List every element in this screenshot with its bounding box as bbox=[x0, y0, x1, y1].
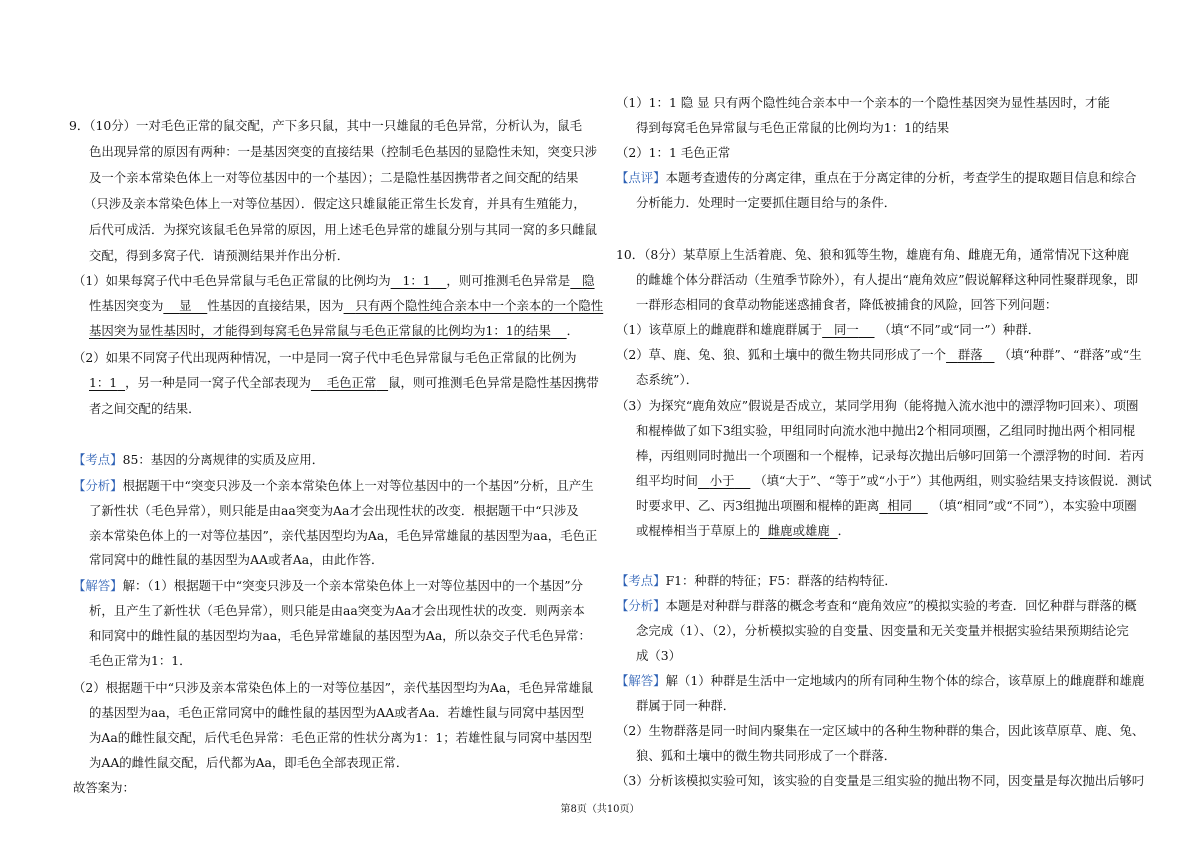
jieda-9-line: 为AA的雌性鼠交配，后代都为Aa，即毛色全部表现正常． bbox=[89, 755, 409, 770]
q10-answer-less bbox=[698, 473, 750, 488]
jieda-10-line: 群属于同一种群． bbox=[636, 698, 736, 713]
q10-part3-text: 组平均时间 bbox=[636, 473, 698, 488]
fenxi-text: 根据题干中“突变只涉及一个亲本常染色体上一对等位基因中的一个基因”分析，且产生 bbox=[122, 478, 594, 493]
q9-answer-ratio2-value: 1：1 bbox=[89, 375, 118, 390]
dianping-line bbox=[616, 170, 1136, 186]
q9-stem-line: 交配，得到多窝子代．请预测结果并作出分析． bbox=[89, 248, 350, 263]
q9-answer-normal bbox=[311, 375, 388, 390]
jieda-10-line: 狼、狐和土壤中的微生物共同形成了一个群落． bbox=[636, 748, 897, 763]
jieda-9-line: 为Aa的雌性鼠交配，后代毛色异常：毛色正常的性状分离为1：1；若雄性鼠与同窝中基因型 bbox=[89, 730, 592, 745]
jieda-9-line: （2）根据题干中“只涉及亲本常染色体上的一对等位基因”，亲代基因型均为Aa，毛色异常雄鼠 bbox=[73, 680, 594, 695]
q9-part2-line2 bbox=[89, 375, 599, 391]
dianping-text: 本题考查遗传的分离定律，重点在于分离定律的分析，考查学生的提取题目信息和综合 bbox=[665, 170, 1137, 185]
q9-stem-line: 色出现异常的原因有两种：一是基因突变的直接结果（控制毛色基因的显隐性未知，突变只涉 bbox=[89, 144, 598, 159]
ans9-line: 得到每窝毛色异常鼠与毛色正常鼠的比例均为1：1的结果 bbox=[636, 120, 950, 135]
q9-part1-text: 性基因突变为 bbox=[89, 298, 164, 313]
kaodian-tag: 【考点】 bbox=[616, 573, 666, 588]
fenxi-9-line: 了新性状（毛色异常），则只能是由aa突变为Aa才会出现性状的改变．根据题干中“只涉及 bbox=[89, 503, 579, 518]
q10-part1-text: （填“不同”或“同一”）种群． bbox=[878, 322, 1041, 337]
fenxi-10-line bbox=[616, 598, 1137, 614]
q9-answer-reason bbox=[344, 298, 604, 313]
q10-answer-samedist bbox=[879, 498, 927, 513]
fenxi-10-line: 念完成（1）、（2），分析模拟实验的自变量、因变量和无关变量并根据实验结果预期结论完 bbox=[636, 623, 1129, 638]
q9-part1-text: ． bbox=[566, 323, 579, 338]
jieda-9-line: 和同窝中的雌性鼠的基因型均为aa，毛色异常雄鼠的基因型为Aa，所以杂交子代毛色异常： bbox=[89, 628, 591, 643]
q9-answer-ratio bbox=[391, 273, 447, 288]
kaodian-text: F1：种群的特征；F5：群落的结构特征． bbox=[665, 573, 897, 588]
q10-answer-community bbox=[946, 347, 994, 362]
q9-part1-text: （1）如果每窝子代中毛色异常鼠与毛色正常鼠的比例均为 bbox=[73, 273, 391, 288]
q9-part1-line3 bbox=[89, 323, 579, 339]
dianping-tag: 【点评】 bbox=[616, 170, 666, 185]
jieda-10-line bbox=[616, 673, 1144, 689]
q9-stem-line: （只涉及亲本常染色体上一对等位基因）．假定这只雄鼠能正常生长发育，并具有生殖能力， bbox=[84, 196, 586, 211]
q10-stem-line: 的雌雄个体分群活动（生殖季节除外），有人提出“鹿角效应”假说解释这种同性聚群现象，即 bbox=[636, 272, 1139, 287]
q9-answer-recessive bbox=[570, 273, 594, 288]
q9-answer-dominant-value: 显 bbox=[179, 298, 192, 313]
q9-answer-ratio-value: 1：1 bbox=[402, 273, 431, 288]
q9-stem-line: 9．（10分）一对毛色正常的鼠交配，产下多只鼠，其中一只雄鼠的毛色异常，分析认为，鼠毛 bbox=[69, 118, 583, 133]
q10-part3-line: 和棍棒做了如下3组实验，甲组同时向流水池中抛出2个相同项圈，乙组同时抛出两个相同棍 bbox=[636, 423, 1136, 438]
q10-part3-line: 棒，丙组则同时抛出一个项圈和一个棍棒，记录每次抛出后够叼回第一个漂浮物的时间．若丙 bbox=[636, 448, 1145, 463]
q10-answer-samedist-value: 相同 bbox=[887, 498, 912, 513]
jieda-tag: 【解答】 bbox=[616, 673, 666, 688]
jieda-text: 解：（1）根据题干中“突变只涉及一个亲本常染色体上一对等位基因中的一个基因”分 bbox=[122, 578, 583, 593]
jieda-10-line: （3）分析该模拟实验可知，该实验的自变量是三组实验的抛出物不同，因变量是每次抛出后够叼 bbox=[616, 773, 1145, 788]
jieda-text: 解（1）种群是生活中一定地域内的所有同种生物个体的综合，该草原上的雌鹿群和雄鹿 bbox=[665, 673, 1145, 688]
jieda-tag: 【解答】 bbox=[73, 578, 123, 593]
q9-answer-reason-cont bbox=[89, 323, 567, 338]
fenxi-10-line: 成（3） bbox=[636, 648, 682, 663]
q9-stem-line: 后代可成活．为探究该鼠毛色异常的原因，用上述毛色异常的雄鼠分别与其同一窝的多只雌鼠 bbox=[89, 222, 598, 237]
q10-part3-line4 bbox=[636, 473, 1152, 489]
q9-part2-text: ，另一种是同一窝子代全部表现为 bbox=[125, 375, 311, 390]
fenxi-text: 本题是对种群与群落的概念考查和“鹿角效应”的模拟实验的考查．回忆种群与群落的概 bbox=[665, 598, 1137, 613]
kaodian-text: 85：基因的分离规律的实质及应用． bbox=[122, 452, 325, 467]
q10-part3-text: 时要求甲、乙、丙3组抛出项圈和棍棒的距离 bbox=[636, 498, 880, 513]
fenxi-tag: 【分析】 bbox=[616, 598, 666, 613]
q9-stem-line: 及一个亲本常染色体上一对等位基因中的一个基因）；二是隐性基因携带者之间交配的结果 bbox=[89, 170, 579, 185]
q10-answer-deer-value: 雌鹿或雄鹿 bbox=[767, 523, 830, 538]
kaodian-10 bbox=[616, 573, 897, 589]
q9-part1-line1 bbox=[73, 273, 595, 289]
q9-part1-line2 bbox=[89, 298, 603, 314]
fenxi-9-line bbox=[73, 478, 594, 494]
jieda-10-line: （2）生物群落是同一时间内聚集在一定区域中的各种生物种群的集合，因此该草原草、鹿、兔、 bbox=[616, 723, 1145, 738]
jieda-9-line: 的基因型为aa，毛色正常同窝中的雌性鼠的基因型为AA或者Aa．若雄性鼠与同窝中基因型 bbox=[89, 705, 585, 720]
q10-part3-line6 bbox=[636, 523, 850, 539]
q10-part3-line5 bbox=[636, 498, 1137, 514]
q10-answer-same bbox=[822, 322, 874, 337]
q9-part2-line3: 者之间交配的结果． bbox=[89, 401, 201, 416]
q10-part2-text: （填“种群”、“群落”或“生 bbox=[998, 347, 1142, 362]
q10-part3-text: （填“大于”、“等于”或“小于”）其他两组，则实验结果支持该假说．测试 bbox=[754, 473, 1152, 488]
kaodian-tag: 【考点】 bbox=[73, 452, 123, 467]
q10-answer-deer bbox=[760, 523, 838, 538]
q10-part3-line: （3）为探究“鹿角效应”假说是否成立，某同学用狗（能将抛入流水池中的漂浮物叼回来）、项圈 bbox=[616, 398, 1139, 413]
fenxi-9-line: 常同窝中的雌性鼠的基因型为AA或者Aa，由此作答． bbox=[89, 552, 384, 567]
q10-stem-line: 10．（8分）某草原上生活着鹿、兔、狼和狐等生物，雄鹿有角、雌鹿无角，通常情况下这种鹿 bbox=[616, 247, 1130, 262]
q10-part1 bbox=[616, 322, 1040, 338]
page-footer: 第8页（共10页） bbox=[560, 804, 640, 815]
kaodian-9 bbox=[73, 452, 324, 468]
q10-part3-text: 或棍棒相当于草原上的 bbox=[636, 523, 760, 538]
jieda-9-line bbox=[73, 578, 583, 594]
q10-part2 bbox=[616, 347, 1142, 363]
q10-part3-text: ． bbox=[837, 523, 851, 538]
ans9-line: （2）1：1 毛色正常 bbox=[616, 145, 731, 160]
jieda-9-line: 毛色正常为1：1． bbox=[89, 653, 192, 668]
q9-answer-reason-value: 只有两个隐性纯合亲本中一个亲本的一个隐性 bbox=[355, 298, 604, 313]
q10-part2-cont: 态系统”）． bbox=[636, 372, 699, 387]
q9-part2-text: 鼠，则可推测毛色异常是隐性基因携带 bbox=[388, 375, 599, 390]
q9-answer-normal-value: 毛色正常 bbox=[326, 375, 377, 390]
q9-answer-dominant bbox=[163, 298, 207, 313]
q10-part3-text: （填“相同”或“不同”），本实验中项圈 bbox=[931, 498, 1137, 513]
fenxi-tag: 【分析】 bbox=[73, 478, 123, 493]
fenxi-9-line: 亲本常染色体上的一对等位基因”，亲代基因型均为Aa，毛色异常雄鼠的基因型为aa，毛色正 bbox=[89, 528, 598, 543]
q9-part1-text: 性基因的直接结果，因为 bbox=[207, 298, 344, 313]
q10-answer-less-value: 小于 bbox=[709, 473, 735, 488]
answer-label: 故答案为： bbox=[73, 780, 135, 795]
q10-answer-community-value: 群落 bbox=[957, 347, 983, 362]
ans9-line: （1）1：1 隐 显 只有两个隐性纯合亲本中一个亲本的一个隐性基因突为显性基因时，才能 bbox=[616, 95, 1110, 110]
q9-part2-line1: （2）如果不同窝子代出现两种情况，一中是同一窝子代中毛色异常鼠与毛色正常鼠的比例为 bbox=[73, 350, 577, 365]
q10-part2-text: （2）草、鹿、兔、狼、狐和土壤中的微生物共同形成了一个 bbox=[616, 347, 947, 362]
q9-answer-ratio2 bbox=[89, 375, 125, 390]
jieda-9-line: 析，且产生了新性状（毛色异常），则只能是由aa突变为Aa才会出现性状的改变．则两亲本 bbox=[89, 603, 585, 618]
q9-part1-text: ，则可推测毛色异常是 bbox=[446, 273, 571, 288]
q10-stem-line: 一群形态相同的食草动物能迷惑捕食者，降低被捕食的风险，回答下列问题： bbox=[636, 297, 1058, 312]
q10-answer-same-value: 同一 bbox=[833, 322, 859, 337]
q10-part1-text: （1）该草原上的雌鹿群和雄鹿群属于 bbox=[616, 322, 823, 337]
q9-answer-reason-cont-value: 基因突为显性基因时，才能得到每窝毛色异常鼠与毛色正常鼠的比例均为1：1的结果 bbox=[89, 323, 551, 338]
dianping-line: 分析能力．处理时一定要抓住题目给与的条件． bbox=[636, 195, 897, 210]
q9-answer-recessive-value: 隐 bbox=[582, 273, 595, 288]
